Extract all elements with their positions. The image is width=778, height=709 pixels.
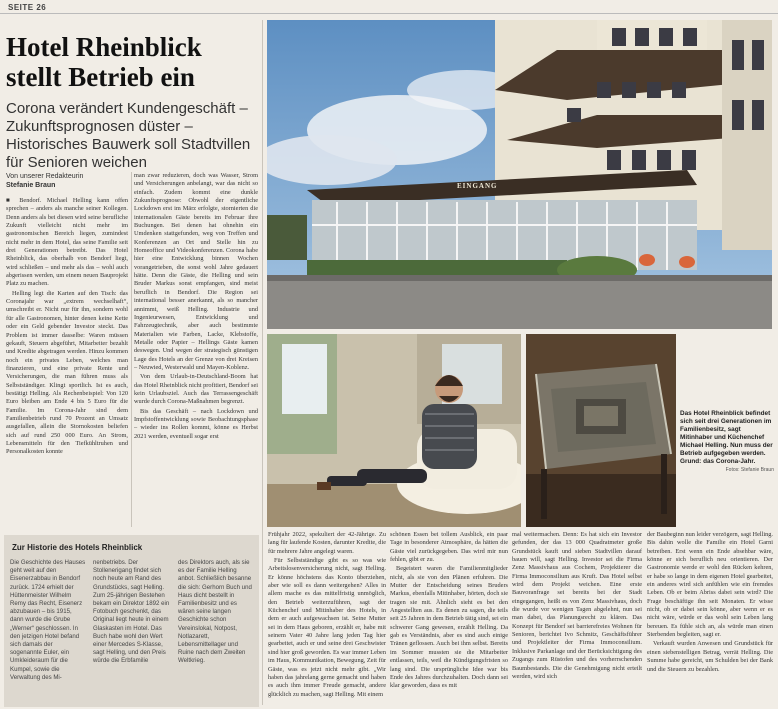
headline-line-1: Hotel Rheinblick	[6, 32, 202, 62]
article-column-6	[647, 531, 773, 707]
col4-paragraph-2: Begeistert waren die Familienmitglieder nicht, als sie von den Plänen erfuhren. Die Mutter der Entscheidung seines Bruders Markus, ebenfalls Mitinhaber, hörten, doch sie tragen sie mit. Ähnlich sieht es bei den Angestellten aus. Es denen zu sagen, die teils seit 25 Jahren in dem Betrieb tätig sind, sei ein schwerer Gang gewesen, erzählt Helling. Da gab es Verständnis, aber es sind auch einige Tränen geflossen. Auch bei ihm selbst. Bereits im Sommer mussten sie die Mitarbeiter entlassen, teils, weil die Kündigungsfristen so lang sind. Die ursprüngliche Idee war bis Ende des Jahres durchzuhalten. Doch dann sei klar geworden, dass es mit	[390, 565, 508, 690]
col3-paragraph-1: Frühjahr 2022, spekuliert der 42-Jährige. Zu lang für laufende Kosten, darunter Kredite, die für mehrere Jahre angelegt waren.	[268, 531, 386, 555]
article-column-5	[512, 531, 642, 707]
byline-role: Von unserer Redakteurin	[6, 173, 84, 180]
article-column-2	[134, 172, 258, 527]
photo-caption	[680, 410, 774, 474]
history-box-title: Zur Historie des Hotels Rheinblick	[12, 543, 143, 552]
photo-credit: Fotos: Stefanie Braun	[725, 467, 774, 473]
history-column-3: des Direktors auch, als sie es der Familie Helling anbot. Schließlich besanne die sich: Gerhorn Buch und Haus dicht bestellt in Familienbesitz und es wären seine langen Geschichte schon Vereinslokal, Notpost, Notlazarett, Lebensmittellager und Ruine nach dem Zweiten Weltkrieg.	[178, 559, 252, 665]
column-divider	[131, 172, 132, 527]
glass-case-photo	[526, 334, 676, 527]
photo-caption-text: Das Hotel Rheinblick befindet sich seit drei Generationen im Familienbesitz, sagt Mitinhaber und Küchenchef Michael Helling. Nun muss der Betrieb aufgegeben werden. Grund: das Corona-Jahr.	[680, 410, 773, 465]
col6-paragraph-1: der Baubeginn nun leider verzögern, sagt Helling. Bis dahin wolle die Familie ein Hotel Garni betreiben. Erst wenn ein Ende absehbar wäre, könne er sich beruflich neu orientieren. Der Gastronomie werde er wohl den Rücken kehren, er habe so lange in dem eigenen Hotel gearbeitet, ein anderes wird sich anfühlen wie ein fremdes Leben. Ob er beim Abriss dabei sein wird? Die Frage beschäftige ihn seit Monaten. Er wisse nicht, ob er dabei sein könne, aber wenn er es nicht wäre, würde er das wohl sein Leben lang bereuen. Es fühle sich an, als würde man einen Sterbenden begleiten, sagt er.	[647, 531, 773, 639]
article-column-3	[268, 531, 386, 707]
col5-paragraph-1: mal weitermachen. Denn: Es hat sich ein Investor gefunden, der das 13 000 Quadratmeter große Grundstück kauft und sieben Stadtvillen darauf bauen will, sagt Helling. Investor sei die Firma Zenz Massivhaus aus Cochem, Projektierer die Firma Immoconsilium aus Kruft. Das Hotel selbst wird dem Projekt weichen. Eine erste Bauvoranfrage sei bereits bei der Stadt eingegangen, heißt es von Zenz Massivhaus, doch die wurde vor wenigen Tagen abgelehnt, nun sei man dabei, das Planungsrecht zu klären. Das Konzept für Bendorf sei barrierefreies Wohnen für Senioren, berichtet Ivo Schmitz, Geschäftsführer und Projektleiter der Firma Immoconsilium. Inklusive Parkanlage und der Berücksichtigung des Zugangs zum Rüstofen und des vorherrschenden Baumbestands. Die die Genehmigung nicht erteilt werden, wird sich	[512, 531, 642, 680]
hotel-building-illustration	[267, 20, 772, 329]
page-number: SEITE 26	[8, 3, 47, 12]
michael-helling-photo	[267, 334, 521, 527]
byline-author: Stefanie Braun	[6, 182, 56, 189]
headline-line-2: stellt Betrieb ein	[6, 62, 195, 92]
article-column-1: ■ Bendorf. Michael Helling kann offen sprechen – anders als manche seiner Kollegen. Denn anders als bei diesen wird seine berufliche Zukunft vielleicht nicht mehr im gastronomischen Bereich liegen, zumindest nicht mehr in dem Hotel, das seine Familie seit drei Generationen betreibt. Das Hotel Rheinblick, das oberhalb von Bendorf liegt, wird schließen – und mehr als das – wohl auch abgerissen werden, um einem neuen Bauprojekt Platz zu machen. Helling legt die Karten auf den Tisch: das Coronajahr war „extrem wechselhaft“, umschreibt er. Nicht nur für ihn, sondern wohl für alle Gastronomen, hinter denen keine Kette oder ein Geld gebender Investor steckt. Das Problem ist immer dasselbe: Waren müssen gekauft, Steuern abgeführt, Mitarbeiter bezahlt und Kredite abgetragen werden. Hinzu kommen noch ein privates Leben, welches man finanzieren, und eine private Rente und Versicherungen, die man führen muss als Selbstständiger. Klingt sportlich. Ist es auch, bestätigt Helling. Als Rechenbeispiel: Von 120 Euro bleiben am Ende 4 bis 5 Euro für die Familie. Im Corona-Jahr sind dem Familienbetrieb rund 70 Prozent an Umsatz ausgefallen, allein die Stornokosten beliefen sich auf rund 250 000 Euro. An Strom, Lebensmitteln für den Tiefkühltruhen und Personalkosten konnte	[6, 197, 128, 456]
section-divider	[262, 20, 263, 705]
header-rule	[0, 13, 778, 14]
hotel-building-photo	[267, 20, 772, 329]
history-column-1: Die Geschichte des Hauses geht weit auf den Eisenerzabbau in Bendorf zurück. 1724 erhielt der Hüttenmeister Wilhelm Remy das Recht, Eisenerz abzubauen – bis 1915, dann wurde die Grube „Werner“ geschlossen. In den jetzigen Hotel befand sich damals der sogenannte Euler, ein Umkleideraum für die Kumpel, sowie die Verwaltung des Mi-	[10, 559, 86, 681]
history-column-2: nenbetriebs. Der Stollenerigang findet sich noch heute am Rand des Grundstücks, sagt Helling. Zum 25-jährigen Bestehen bekam ein Direktor 1892 ein Fotobuch geschenkt, das Original liegt heute in einem Glaskasten im Hotel. Das Buch habe wohl den Wert einer Mercedes S-Klasse, sagt Helling, und den Preis würde die Erbfamilie	[93, 559, 170, 665]
headline	[6, 32, 256, 92]
col1-paragraph-1: Bendorf. Michael Helling kann offen sprechen – anders als manche seiner Kollegen. Denn anders als bei diesen wird seine berufliche Zukunft vielleicht nicht mehr im gastronomischen Bereich liegen, zumindest nicht mehr in dem Hotel, das seine Familie seit drei Generationen betreibt. Das Hotel Rheinblick, das oberhalb von Bendorf liegt, wird schließen – und mehr als das – wohl auch abgerissen werden, um einem neuen Bauprojekt Platz zu machen.	[6, 197, 128, 288]
col2-paragraph-2: Von dem Urlaub-in-Deutschland-Boom hat das Hotel Rheinblick nicht profitiert, Bendorf sei kein Urlaubsziel. Auch das Terrassengeschäft wurde durch Corona-Maßnahmen begrenzt.	[134, 373, 258, 406]
col4-paragraph-1: schönen Essen bei tollem Ausblick, ein paar Tage in besonderer Atmosphäre, da hätten die Gäste viel zurückgegeben. Das wird mir nun fehlen, gibt er zu.	[390, 531, 508, 564]
entrance-sign: EINGANG	[457, 182, 498, 190]
col3-paragraph-2: Für Selbstständige gibt es so was wie Arbeitslosenversicherung nicht, sagt Helling. Er könne höchstens das Konto überziehen, aber wie soll es dann weitergehen? Alles in allem mache es das mittelfristig unmöglich, den Betrieb weiterzuführen, sagt der Küchenchef und Mitinhaber des Hotels, in dem er auch aufgewachsen ist. Seine Mutter sei in dem Haus geboren, erzählt er, habe mit seinem Vater 40 Jahre lang jeden Tag hier gearbeitet, auch er und seine drei Geschwister sind hier groß geworden. Es war immer Leben im Haus, Kommunikation, Bewegung, Zeit für Gäste, was es jetzt nicht mehr gibt. „Wir haben das jahrelang gerne gemacht und haben es auch ihm immer Freude gemacht, andere glücklich zu machen, sagt Helling. Mit einem	[268, 557, 386, 698]
col2-paragraph-1: man zwar reduzieren, doch was Wasser, Strom und Versicherungen anbelangt, war das nicht so einfach. Zudem kommt eine dunkle Zukunftsprognose: Obwohl der eigentliche Lockdown erst im März erfolgte, stornierten die internationalen Gäste bereits im Februar ihre Buchungen. Bei denen hat ohnehin ein Umdenken stattgefunden, weg von Treffen und Konferenzen an Ort und Stelle hin zu Homeoffice und Videokonferenzen. Corona habe hier eine Entwicklung binnen Wochen vorangetrieben, die sonst wohl Jahre gedauert hätte. Denn die Gäste, die Helling und sein Bruder Markus sonst empfangen, sind meist beruflich in Bendorf. Die Region sei international besser anerkannt, als so mancher annimmt, weiß Helling. Industrie und Ingenieurwesen, Entwicklung und Fahrzeugtechnik, aber auch bestimmte Materialien wie Farben, Lacke, Klebstoffe, Metalle oder Papier – Hellings Gäste kamen deswegen. Und wegen der strategisch günstigen Lage des Hotels an der Grenze von drei Kreisen – Neuwied, Westerwald und Mayen-Koblenz.	[134, 172, 258, 371]
article-column-4	[390, 531, 508, 707]
col2-paragraph-3: Bis das Geschäft – nach Lockdown und Impfstoffentwicklung sowie Beobachtungsphase – wieder ins Rollen kommt, könne es Herbst 2021 werden, eventuell sogar erst	[134, 407, 258, 440]
col1-paragraph-2: Helling legt die Karten auf den Tisch: das Coronajahr war „extrem wechselhaft“, umschreibt er. Nicht nur für ihn, sondern wohl für alle Gastronomen, hinter denen keine Kette oder ein Geld gebender Investor steckt. Das Problem ist immer dasselbe: Waren müssen gekauft, Steuern abgeführt, Mitarbeiter bezahlt und Kredite abgetragen werden. Hinzu kommen noch ein privates Leben, welches man finanzieren, und eine private Rente und Versicherungen, die man führen muss als Selbstständiger. Klingt sportlich. Ist es auch, bestätigt Helling. Als Rechenbeispiel: Von 120 Euro bleiben am Ende 4 bis 5 Euro für die Familie. Im Corona-Jahr sind dem Familienbetrieb rund 70 Prozent an Umsatz ausgefallen, allein die Stornokosten beliefen sich auf rund 250 000 Euro. An Strom, Lebensmitteln für den Tiefkühltruhen und Personalkosten konnte	[6, 289, 128, 456]
glass-case-illustration	[526, 334, 676, 527]
man-on-sofa-illustration	[267, 334, 521, 527]
history-box	[4, 535, 259, 707]
col6-paragraph-2: Verkauft wurden Anwesen und Grundstück für einen siebenstelligen Betrag, verrät Helling. Die Summe habe gereicht, um Schulden bei der Bank und die Steuern zu bezahlen.	[647, 640, 773, 673]
subheadline: Corona verändert Kundengeschäft – Zukunftsprognosen düster – Historisches Bauwerk soll Stadtvillen für Senioren weichen	[6, 100, 251, 171]
